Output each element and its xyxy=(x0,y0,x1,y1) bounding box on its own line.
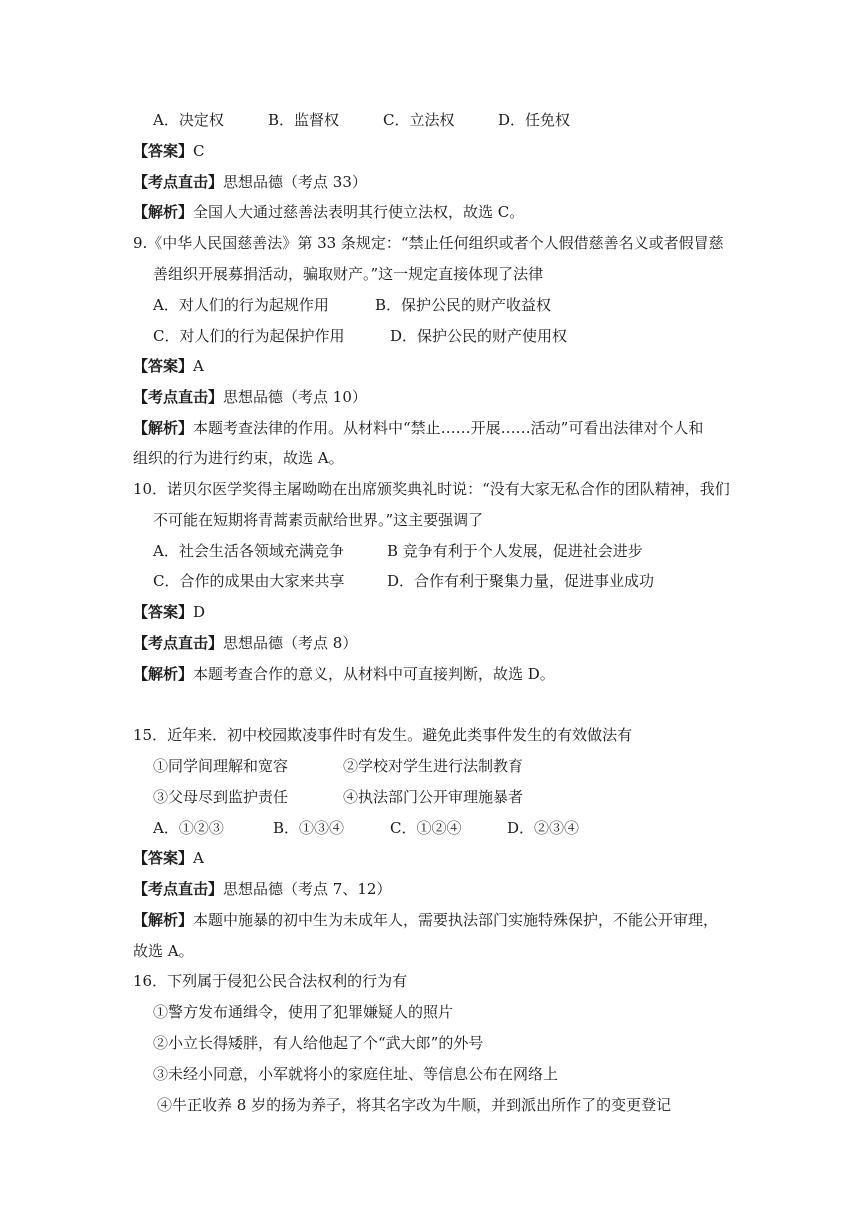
q10-option-b: B 竞争有利于个人发展，促进社会进步 xyxy=(387,542,643,560)
q8-option-c: C．立法权 xyxy=(383,111,455,129)
analysis-text: 本题中施暴的初中生为未成年人，需要执法部门实施特殊保护，不能公开审理， xyxy=(193,911,719,929)
q9-stem-line1: 9.《中华人民国慈善法》第 33 条规定：“禁止任何组织或者个人假借慈善名义或者假冒慈 xyxy=(133,234,724,252)
answer-tag: 【答案】 xyxy=(133,142,194,160)
point-tag: 【考点直击】 xyxy=(133,388,224,406)
q9-answer xyxy=(133,356,204,376)
q16-item-2: ②小立长得矮胖，有人给他起了个“武大郎”的外号 xyxy=(153,1034,484,1052)
q8-analysis xyxy=(133,202,524,222)
q15-items-row1 xyxy=(153,756,523,776)
analysis-text: 本题考查法律的作用。从材料中“禁止……开展……活动”可看出法律对个人和 xyxy=(193,419,704,437)
q9-option-b: B．保护公民的财产收益权 xyxy=(375,296,552,314)
q8-answer xyxy=(133,141,205,161)
point-value: 思想品德（考点 10） xyxy=(223,388,367,406)
point-tag: 【考点直击】 xyxy=(133,173,224,191)
q8-option-d: D．任免权 xyxy=(498,111,571,129)
q15-analysis-line2: 故选 A。 xyxy=(133,942,194,960)
q15-item-2: ②学校对学生进行法制教育 xyxy=(343,757,524,775)
q9-analysis-line2: 组织的行为进行约束，故选 A。 xyxy=(133,449,344,467)
q9-option-a: A．对人们的行为起规作用 xyxy=(153,296,329,314)
answer-tag: 【答案】 xyxy=(133,849,194,867)
q15-option-d: D．②③④ xyxy=(507,819,580,837)
q8-option-b: B．监督权 xyxy=(268,111,340,129)
q10-option-a: A．社会生活各领域充满竞争 xyxy=(153,542,344,560)
q16-stem: 16．下列属于侵犯公民合法权利的行为有 xyxy=(133,972,408,990)
q10-point xyxy=(133,633,357,653)
point-tag: 【考点直击】 xyxy=(133,634,224,652)
q10-analysis xyxy=(133,664,555,684)
answer-value: D xyxy=(193,603,206,621)
q9-analysis-line1 xyxy=(133,418,703,438)
q10-option-d: D．合作有利于聚集力量，促进事业成功 xyxy=(387,572,655,590)
answer-tag: 【答案】 xyxy=(133,357,194,375)
q15-item-1: ①同学间理解和宽容 xyxy=(153,757,289,775)
q10-stem-line1: 10．诺贝尔医学奖得主屠呦呦在出席颁奖典礼时说：“没有大家无私合作的团队精神，我们 xyxy=(133,480,730,498)
q15-answer xyxy=(133,848,204,868)
q10-options-row1 xyxy=(153,541,643,561)
q15-options-row xyxy=(153,818,579,838)
q15-option-b: B．①③④ xyxy=(273,819,345,837)
point-value: 思想品德（考点 33） xyxy=(223,173,367,191)
answer-tag: 【答案】 xyxy=(133,603,194,621)
analysis-tag: 【解析】 xyxy=(133,203,194,221)
analysis-text: 全国人大通过慈善法表明其行使立法权，故选 C。 xyxy=(193,203,525,221)
point-value: 思想品德（考点 7、12） xyxy=(223,880,392,898)
analysis-tag: 【解析】 xyxy=(133,911,194,929)
q10-stem-line2: 不可能在短期将青蒿素贡献给世界。”这主要强调了 xyxy=(153,511,484,529)
q8-option-a: A．决定权 xyxy=(153,111,224,129)
answer-value: C xyxy=(193,142,205,160)
q16-item-4: ④牛正收养 8 岁的扬为养子，将其名字改为牛顺，并到派出所作了的变更登记 xyxy=(157,1096,672,1114)
q8-point xyxy=(133,172,367,192)
q10-option-c: C．合作的成果由大家来共享 xyxy=(153,572,345,590)
q10-answer xyxy=(133,602,205,622)
q9-options-row2 xyxy=(153,326,567,346)
q9-stem-line2: 善组织开展募捐活动，骗取财产。”这一规定直接体现了法律 xyxy=(153,265,544,283)
analysis-text: 本题考查合作的意义，从材料中可直接判断，故选 D。 xyxy=(193,665,555,683)
answer-value: A xyxy=(193,357,204,375)
q15-items-row2 xyxy=(153,787,523,807)
q16-item-3: ③未经小同意，小军就将小的家庭住址、等信息公布在网络上 xyxy=(153,1065,559,1083)
q10-options-row2 xyxy=(153,571,654,591)
q9-options-row1 xyxy=(153,295,551,315)
q15-point xyxy=(133,879,391,899)
q15-stem: 15．近年来．初中校园欺凌事件时有发生。避免此类事件发生的有效做法有 xyxy=(133,726,633,744)
q9-point xyxy=(133,387,367,407)
q15-analysis-line1 xyxy=(133,910,718,930)
analysis-tag: 【解析】 xyxy=(133,665,194,683)
q9-option-c: C．对人们的行为起保护作用 xyxy=(153,327,345,345)
q8-options-row xyxy=(153,110,570,130)
answer-value: A xyxy=(193,849,204,867)
q15-item-4: ④执法部门公开审理施暴者 xyxy=(343,788,524,806)
q16-item-1: ①警方发布通缉令，使用了犯罪嫌疑人的照片 xyxy=(153,1003,454,1021)
point-tag: 【考点直击】 xyxy=(133,880,224,898)
q15-item-3: ③父母尽到监护责任 xyxy=(153,788,289,806)
analysis-tag: 【解析】 xyxy=(133,419,194,437)
q15-option-c: C．①②④ xyxy=(390,819,462,837)
q9-option-d: D．保护公民的财产使用权 xyxy=(390,327,568,345)
q15-option-a: A．①②③ xyxy=(153,819,224,837)
point-value: 思想品德（考点 8） xyxy=(223,634,358,652)
